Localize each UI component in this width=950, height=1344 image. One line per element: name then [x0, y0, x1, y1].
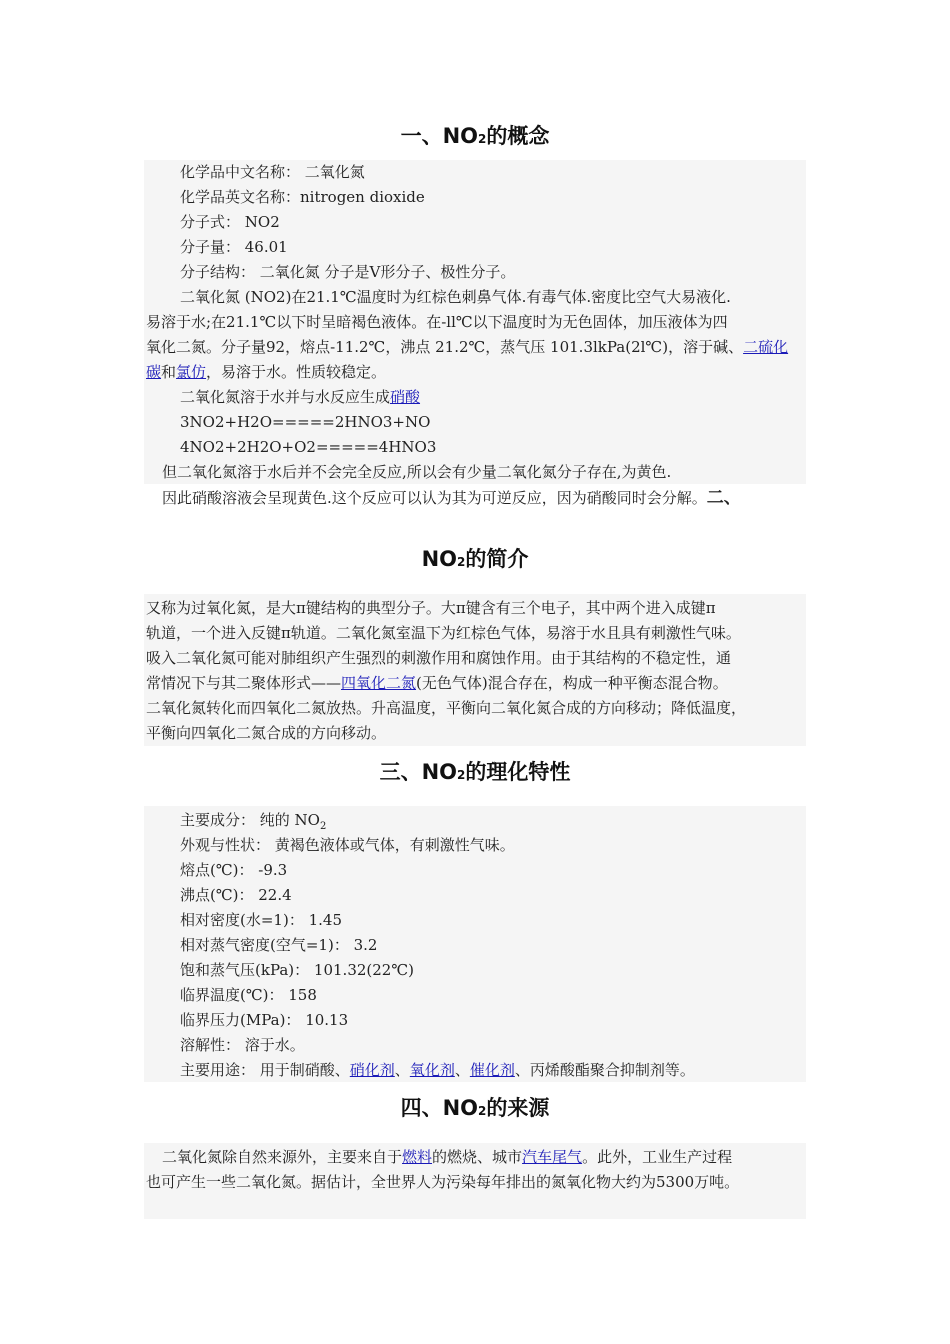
section-4-title-text: 四、NO — [400, 1096, 479, 1120]
section-1-title-text: 一、NO — [400, 124, 479, 148]
section-4-box — [144, 1143, 806, 1219]
section-2-title-text: NO — [421, 547, 458, 571]
vapor-density: 相对蒸气密度(空气=1)： 3.2 — [180, 936, 378, 954]
text-span: 二氧化氮除自然来源外，主要来自于 — [162, 1148, 403, 1166]
subscript: 2 — [457, 555, 466, 569]
paragraph-line: 又称为过氧化氮，是大π键结构的典型分子。大π键含有三个电子，其中两个进入成键π — [146, 599, 716, 617]
link-carbon-disulfide[interactable]: 二硫化 — [743, 338, 789, 356]
text-span: 因此硝酸溶液会呈现黄色.这个反应可以认为其为可逆反应，因为硝酸同时会分解。 — [162, 489, 707, 507]
link-nitrating-agent[interactable]: 硝化剂 — [349, 1061, 395, 1079]
subscript: 2 — [478, 1104, 487, 1118]
molecular-formula: 分子式： NO2 — [180, 213, 280, 231]
text-span: 氧化二氮。分子量92，熔点-11.2℃，沸点 21.2℃，蒸气压 101.3lkPa(2l℃)，溶于碱、 — [146, 338, 744, 356]
text-span: 主要成分： 纯的 NO — [180, 811, 320, 829]
link-carbon-disulfide-cont[interactable]: 碳 — [146, 363, 162, 381]
text-span: ，易溶于水。性质较稳定。 — [206, 363, 387, 381]
paragraph-line — [162, 1145, 732, 1170]
subscript: 2 — [319, 821, 327, 832]
text-span: (无色气体)混合存在，构成一种平衡态混合物。 — [416, 674, 728, 692]
paragraph-line — [146, 335, 788, 360]
paragraph-line: 平衡向四氧化二氮合成的方向移动。 — [146, 724, 387, 742]
chinese-name: 化学品中文名称： 二氧化氮 — [180, 163, 365, 181]
english-name: 化学品英文名称：nitrogen dioxide — [180, 188, 425, 206]
link-fuel[interactable]: 燃料 — [402, 1148, 433, 1166]
section-3-title-text: 三、NO — [379, 760, 458, 784]
text-span: 。此外，工业生产过程 — [582, 1148, 733, 1166]
text-span: 、丙烯酸酯聚合抑制剂等。 — [514, 1061, 695, 1079]
paragraph-line — [162, 486, 741, 511]
paragraph-line: 轨道，一个进入反键π轨道。二氧化氮室温下为红棕色气体，易溶于水且具有刺激性气味。 — [146, 624, 741, 642]
text-span: 常情况下与其二聚体形式—— — [146, 674, 342, 692]
main-uses — [180, 1058, 695, 1083]
section-3-title-suffix: 的理化特性 — [465, 760, 571, 784]
paragraph-line — [146, 360, 386, 385]
link-chloroform[interactable]: 氯仿 — [176, 363, 207, 381]
link-nitric-acid[interactable]: 硝酸 — [390, 388, 421, 406]
section-4-title-suffix: 的来源 — [486, 1096, 550, 1120]
critical-temperature: 临界温度(℃)： 158 — [180, 986, 317, 1004]
section-3-title — [144, 757, 806, 790]
paragraph-line — [180, 385, 420, 410]
text-span: 和 — [161, 363, 177, 381]
paragraph-line: 二氧化氮转化而四氧化二氮放热。升高温度，平衡向二氧化氮合成的方向移动；降低温度， — [146, 699, 747, 717]
paragraph-line: 二氧化氮 (NO2)在21.1℃温度时为红棕色刺鼻气体.有毒气体.密度比空气大易液化. — [180, 288, 731, 306]
paragraph-line: 也可产生一些二氧化氮。据估计，全世界人为污染每年排出的氮氧化物大约为5300万吨。 — [146, 1173, 740, 1191]
text-span: 二氧化氮溶于水并与水反应生成 — [180, 388, 391, 406]
equation-1: 3NO2+H2O=====2HNO3+NO — [180, 413, 431, 431]
section-1-title-suffix: 的概念 — [486, 124, 550, 148]
subscript: 2 — [478, 132, 487, 146]
text-span: 的燃烧、城市 — [432, 1148, 523, 1166]
paragraph-line — [146, 671, 728, 696]
molecular-mass: 分子量： 46.01 — [180, 238, 288, 256]
section-2-title — [144, 544, 806, 577]
critical-pressure: 临界压力(MPa)： 10.13 — [180, 1011, 349, 1029]
link-catalyst[interactable]: 催化剂 — [469, 1061, 515, 1079]
section-1-title — [144, 121, 806, 154]
subscript: 2 — [457, 768, 466, 782]
section-2-box — [144, 594, 806, 746]
paragraph-line: 但二氧化氮溶于水后并不会完全反应,所以会有少量二氧化氮分子存在,为黄色. — [162, 463, 672, 481]
boiling-point: 沸点(℃)： 22.4 — [180, 886, 292, 904]
section-1-box — [144, 160, 806, 484]
melting-point: 熔点(℃)： -9.3 — [180, 861, 288, 879]
text-span: 、 — [454, 1061, 470, 1079]
section-4-title — [144, 1093, 806, 1126]
text-span: 、 — [394, 1061, 410, 1079]
text-span: 主要用途： 用于制硝酸、 — [180, 1061, 350, 1079]
section-3-box — [144, 806, 806, 1082]
vapor-pressure: 饱和蒸气压(kPa)： 101.32(22℃) — [180, 961, 414, 979]
relative-density: 相对密度(水=1)： 1.45 — [180, 911, 342, 929]
appearance: 外观与性状： 黄褐色液体或气体，有刺激性气味。 — [180, 836, 515, 854]
equation-2: 4NO2+2H2O+O2=====4HNO3 — [180, 438, 437, 456]
link-vehicle-exhaust[interactable]: 汽车尾气 — [522, 1148, 583, 1166]
paragraph-line: 易溶于水;在21.1℃以下时呈暗褐色液体。在-ll℃以下温度时为无色固体，加压液体为四 — [146, 313, 728, 331]
molecular-structure: 分子结构： 二氧化氮 分子是V形分子、极性分子。 — [180, 263, 516, 281]
paragraph-line: 吸入二氧化氮可能对肺组织产生强烈的刺激作用和腐蚀作用。由于其结构的不稳定性，通 — [146, 649, 732, 667]
link-dinitrogen-tetroxide[interactable]: 四氧化二氮 — [341, 674, 417, 692]
solubility: 溶解性： 溶于水。 — [180, 1036, 305, 1054]
section-2-title-suffix: 的简介 — [465, 547, 529, 571]
section-2-number: 二、 — [706, 488, 741, 508]
link-oxidizer[interactable]: 氧化剂 — [409, 1061, 455, 1079]
